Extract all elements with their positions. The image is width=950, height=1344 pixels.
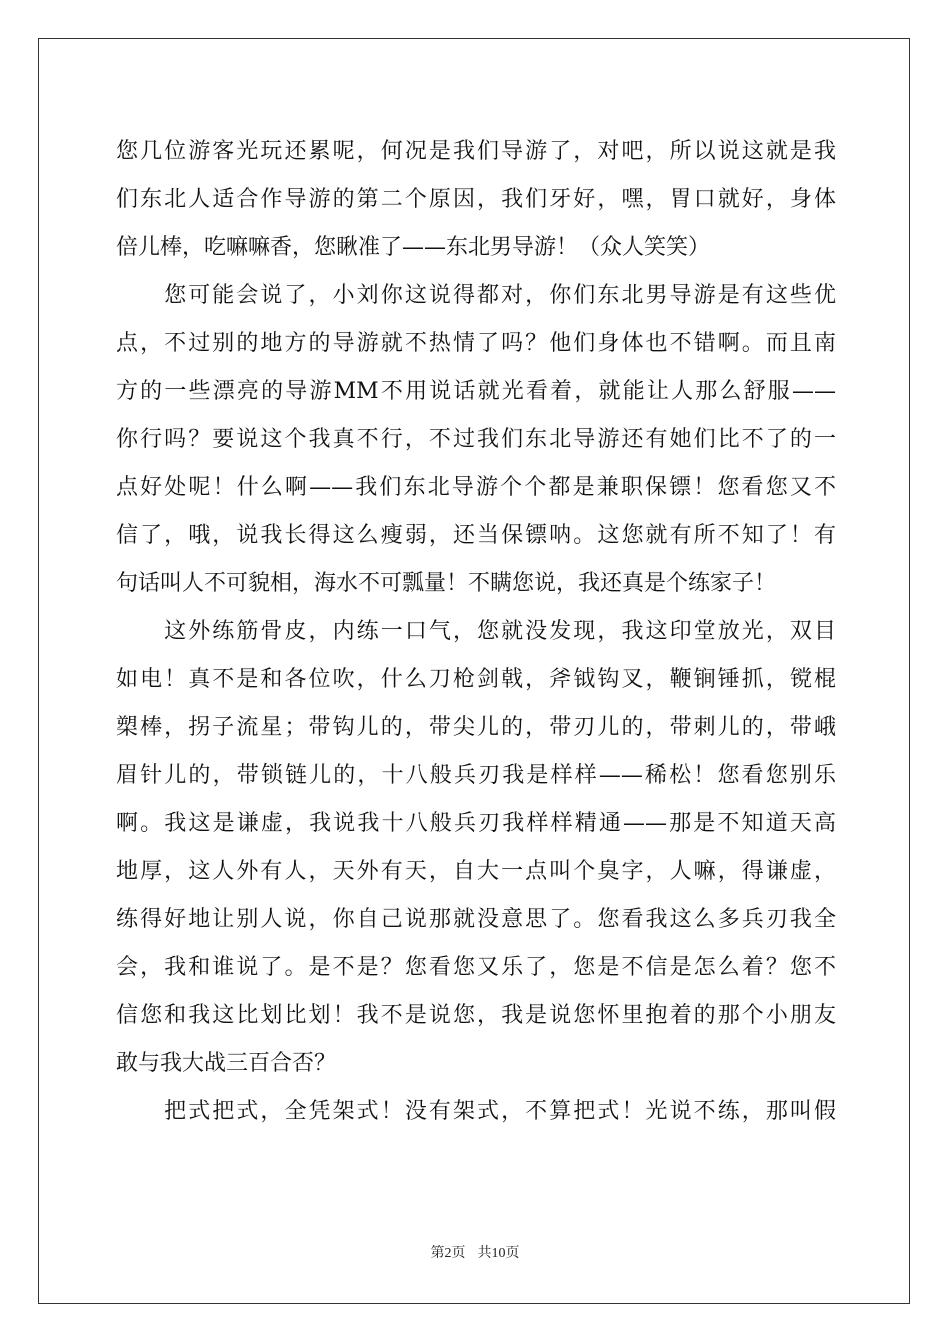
text-line: 您可能会说了，小刘你这说得都对，你们东北男导游是有这些优	[116, 283, 836, 308]
text-line: 句话叫人不可貌相，海水不可瓢量！不瞒您说，我还真是个练家子！	[116, 571, 777, 596]
page-number: 第2页	[430, 1246, 466, 1261]
text-line: 您几位游客光玩还累呢，何况是我们导游了，对吧，所以说这就是我	[116, 139, 836, 164]
text-line: 啊。我这是谦虚，我说我十八般兵刃我样样精通——那是不知道天高	[116, 811, 836, 836]
total-pages: 共10页	[477, 1246, 520, 1261]
text-line: 把式把式，全凭架式！没有架式，不算把式！光说不练，那叫假	[116, 1099, 836, 1124]
text-line: 点好处呢！什么啊——我们东北导游个个都是兼职保镖！您看您又不	[116, 475, 836, 500]
text-line: 眉针儿的，带锁链儿的，十八般兵刃我是样样——稀松！您看您别乐	[116, 763, 836, 788]
text-line: 方的一些漂亮的导游MM不用说话就光看着，就能让人那么舒服——	[116, 379, 836, 404]
text-line: 信您和我这比划比划！我不是说您，我是说您怀里抱着的那个小朋友	[116, 1003, 836, 1028]
text-line: 地厚，这人外有人，天外有天，自大一点叫个臭字，人嘛，得谦虚，	[116, 859, 836, 884]
text-line: 槊棒，拐子流星；带钩儿的，带尖儿的，带刃儿的，带刺儿的，带峨	[116, 715, 836, 740]
text-line: 练得好地让别人说，你自己说那就没意思了。您看我这么多兵刃我全	[116, 907, 836, 932]
text-line: 如电！真不是和各位吹，什么刀枪剑戟，斧钺钩叉，鞭锏锤抓，镋棍	[116, 667, 836, 692]
text-line: 这外练筋骨皮，内练一口气，您就没发现，我这印堂放光，双目	[116, 619, 836, 644]
page-footer	[0, 1242, 950, 1262]
text-line: 会，我和谁说了。是不是？您看您又乐了，您是不信是怎么着？您不	[116, 955, 836, 980]
text-line: 点，不过别的地方的导游就不热情了吗？他们身体也不错啊。而且南	[116, 331, 836, 356]
text-line: 们东北人适合作导游的第二个原因，我们牙好，嘿，胃口就好，身体	[116, 187, 836, 212]
text-line: 信了，哦，说我长得这么瘦弱，还当保镖呐。这您就有所不知了！有	[116, 523, 836, 548]
text-line: 敢与我大战三百合否？	[116, 1051, 337, 1076]
text-line: 倍儿棒，吃嘛嘛香，您瞅准了——东北男导游！（众人笑笑）	[116, 235, 711, 260]
text-line: 你行吗？要说这个我真不行，不过我们东北导游还有她们比不了的一	[116, 427, 836, 452]
document-body	[116, 128, 836, 1136]
